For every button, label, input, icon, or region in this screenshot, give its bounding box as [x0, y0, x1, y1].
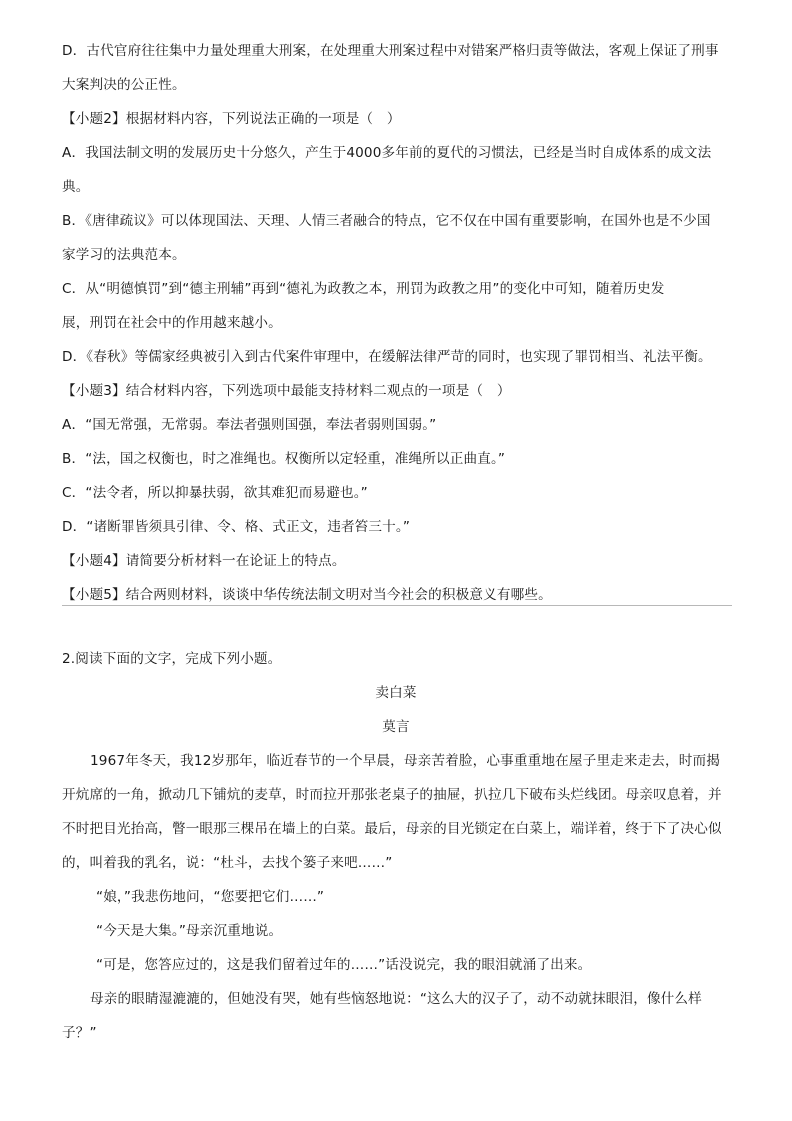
- article-title: 卖白菜: [375, 685, 417, 701]
- section-2-instruction: 2.阅读下面的文字，完成下列小题。: [62, 651, 282, 667]
- paragraph-1-line2: 开炕席的一角，掀动几下铺炕的麦草，时而拉开那张老桌子的抽屉，扒拉几下破布头烂线团。母亲叹息着，并: [62, 787, 722, 803]
- q2-option-c-line2: 展，刑罚在社会中的作用越来越小。: [62, 315, 282, 331]
- paragraph-1-line1: 1967年冬天，我12岁那年，临近春节的一个早晨，母亲苦着脸，心事重重地在屋子里走来走去，时而揭: [90, 753, 721, 769]
- q2-option-b-line1: B．《唐律疏议》可以体现国法、天理、人情三者融合的特点，它不仅在中国有重要影响，在国外也是不少国: [62, 213, 711, 229]
- article-author: 莫言: [382, 719, 410, 735]
- paragraph-3: “今天是大集。”母亲沉重地说。: [96, 923, 283, 939]
- q2-option-b-line2: 家学习的法典范本。: [62, 247, 186, 263]
- q2-option-a-line1: A．我国法制文明的发展历史十分悠久，产生于4000多年前的夏代的习惯法，已经是当时自成体系的成文法: [62, 145, 712, 161]
- paragraph-2: “娘，”我悲伤地问，“您要把它们……”: [96, 889, 325, 905]
- paragraph-1-line3: 不时把目光抬高，瞥一眼那三棵吊在墙上的白菜。最后，母亲的目光锁定在白菜上，端详着，终于下了决心似: [62, 821, 722, 837]
- q2-option-d: D．《春秋》等儒家经典被引入到古代案件审理中，在缓解法律严苛的同时，也实现了罪罚相当、礼法平衡。: [62, 349, 712, 365]
- q2-option-a-line2: 典。: [62, 179, 90, 195]
- q3-option-d: D．“诸断罪皆须具引律、令、格、式正文，违者笞三十。”: [62, 519, 411, 535]
- question-2-stem: 【小题2】根据材料内容，下列说法正确的一项是（ ）: [62, 111, 401, 127]
- q3-option-b: B．“法，国之权衡也，时之准绳也。权衡所以定轻重，准绳所以正曲直。”: [62, 451, 506, 467]
- question-4-stem: 【小题4】请简要分析材料一在论证上的特点。: [62, 553, 346, 569]
- q1-option-d-line1: D．古代官府往往集中力量处理重大刑案，在处理重大刑案过程中对错案严格归责等做法，客观上保证了刑事: [62, 43, 719, 59]
- q1-option-d-line2: 大案判决的公正性。: [62, 77, 186, 93]
- paragraph-1-line4: 的，叫着我的乳名，说：“杜斗，去找个篓子来吧……”: [62, 855, 393, 871]
- question-3-stem: 【小题3】结合材料内容，下列选项中最能支持材料二观点的一项是（ ）: [62, 383, 511, 399]
- paragraph-5-line2: 子？”: [62, 1025, 97, 1041]
- question-5-stem: 【小题5】结合两则材料，谈谈中华传统法制文明对当今社会的积极意义有哪些。: [62, 587, 552, 603]
- section-divider: [62, 605, 732, 606]
- q3-option-c: C．“法令者，所以抑暴扶弱，欲其难犯而易避也。”: [62, 485, 368, 501]
- q2-option-c-line1: C．从“明德慎罚”到“德主刑辅”再到“德礼为政教之本，刑罚为政教之用”的变化中可知，随着历史发: [62, 281, 665, 297]
- q3-option-a: A．“国无常强，无常弱。奉法者强则国强，奉法者弱则国弱。”: [62, 417, 437, 433]
- paragraph-4: “可是，您答应过的，这是我们留着过年的……”话没说完，我的眼泪就涌了出来。: [96, 957, 592, 973]
- paragraph-5-line1: 母亲的眼睛湿漉漉的，但她没有哭，她有些恼怒地说：“这么大的汉子了，动不动就抹眼泪，像什么样: [90, 991, 702, 1007]
